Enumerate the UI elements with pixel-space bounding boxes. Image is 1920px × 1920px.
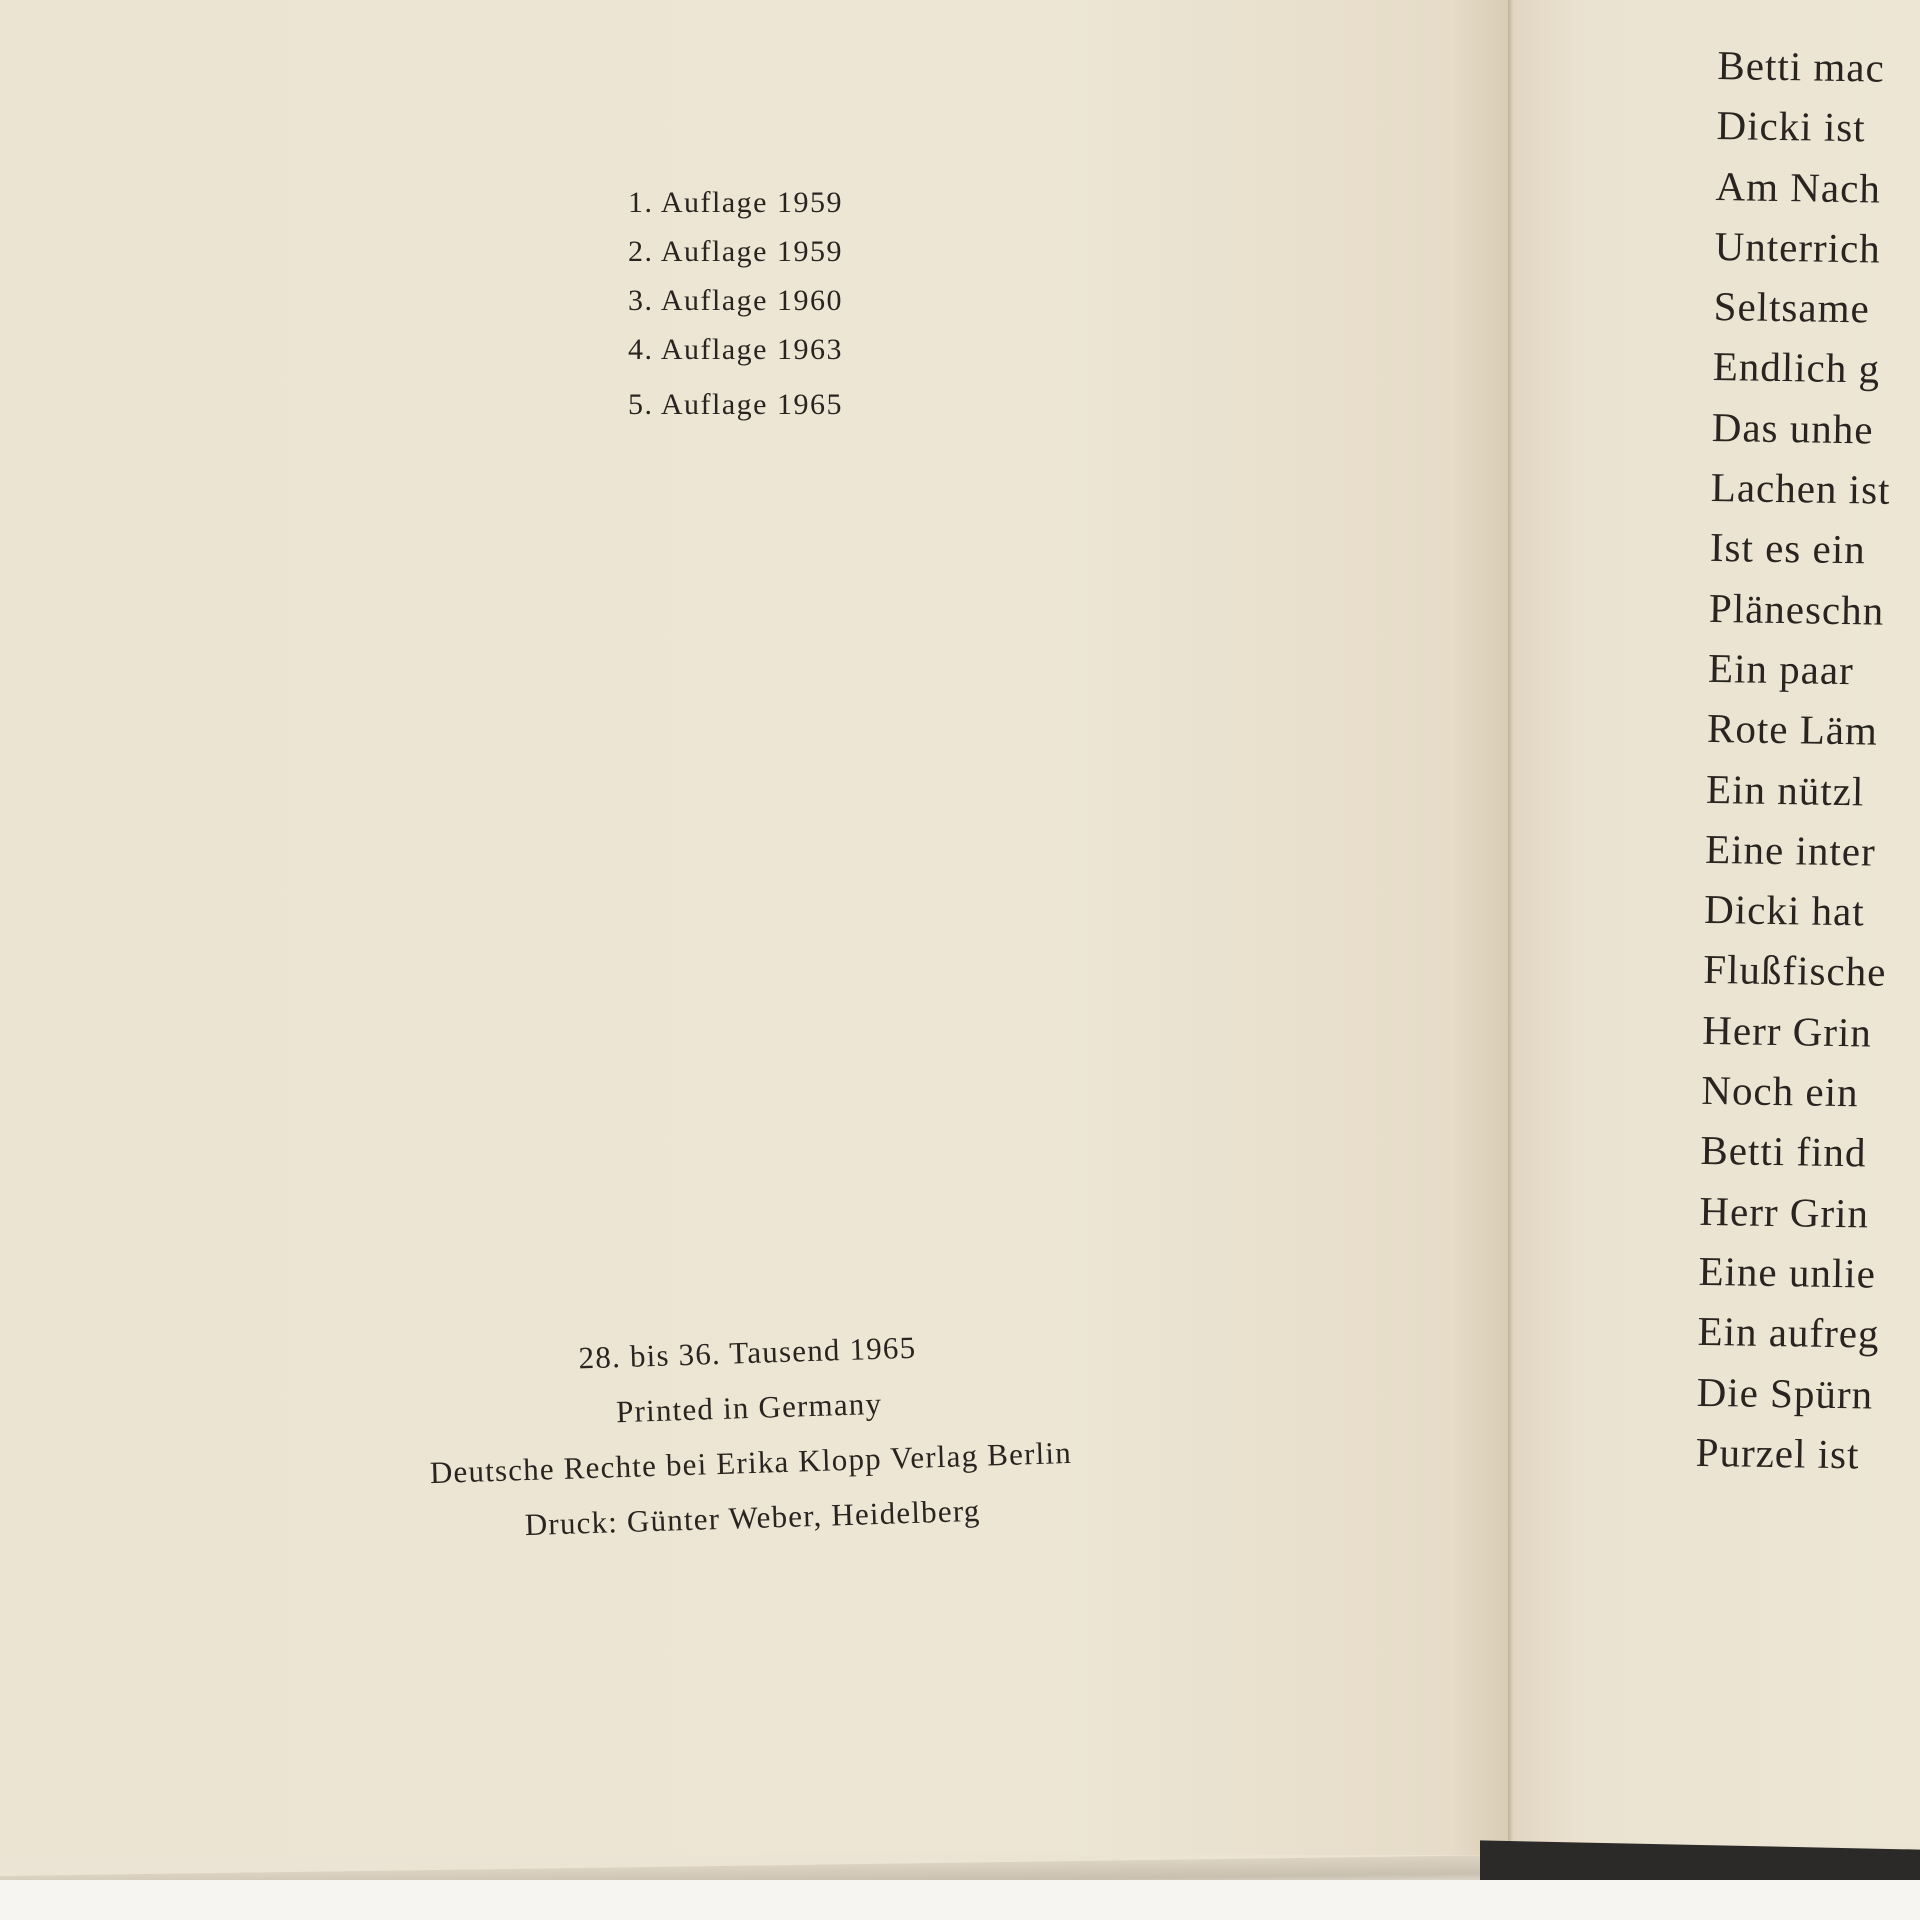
edition-line: 2. Auflage 1959 [628, 235, 843, 268]
toc-entry: Betti find [1700, 1127, 1867, 1176]
toc-entry: Rote Läm [1706, 705, 1879, 754]
toc-entry: Purzel ist [1695, 1428, 1860, 1478]
toc-entry: Ist es ein [1709, 524, 1867, 573]
toc-entry: Seltsame [1713, 283, 1871, 332]
print-run-line: 28. bis 36. Tausend 1965 [578, 1329, 917, 1376]
toc-entry: Flußfische [1702, 946, 1887, 996]
toc-entry: Pläneschn [1708, 584, 1885, 634]
toc-entry: Noch ein [1701, 1066, 1859, 1116]
toc-entry: Unterrich [1714, 222, 1882, 272]
toc-entry: Ein aufreg [1697, 1308, 1880, 1357]
toc-entry: Herr Grin [1699, 1187, 1870, 1237]
edition-line: 5. Auflage 1965 [628, 388, 843, 421]
toc-entry: Betti mac [1717, 41, 1886, 91]
toc-entry: Ein paar [1707, 644, 1855, 694]
toc-entry: Dicki ist [1716, 102, 1867, 151]
table-of-contents [1695, 35, 1920, 1485]
toc-entry: Eine inter [1704, 825, 1877, 875]
imprint-block [347, 1312, 1154, 1557]
toc-entry: Ein nützl [1705, 765, 1865, 814]
table-surface [0, 1880, 1920, 1920]
toc-entry: Die Spürn [1696, 1368, 1874, 1418]
toc-entry: Das unhe [1711, 403, 1874, 453]
printer-line: Druck: Günter Weber, Heidelberg [524, 1492, 981, 1543]
edition-line: 1. Auflage 1959 [628, 186, 843, 219]
toc-entry: Am Nach [1715, 162, 1882, 212]
rights-line: Deutsche Rechte bei Erika Klopp Verlag Berlin [429, 1434, 1073, 1491]
toc-entry: Eine unlie [1698, 1247, 1877, 1297]
toc-entry: Endlich g [1712, 343, 1881, 393]
edition-list [628, 178, 843, 429]
toc-entry: Lachen ist [1710, 464, 1891, 513]
edition-line: 4. Auflage 1963 [628, 333, 843, 366]
toc-entry: Herr Grin [1702, 1006, 1873, 1056]
edition-line: 3. Auflage 1960 [628, 284, 843, 317]
toc-entry: Dicki hat [1703, 886, 1866, 935]
printed-in-line: Printed in Germany [615, 1385, 883, 1430]
